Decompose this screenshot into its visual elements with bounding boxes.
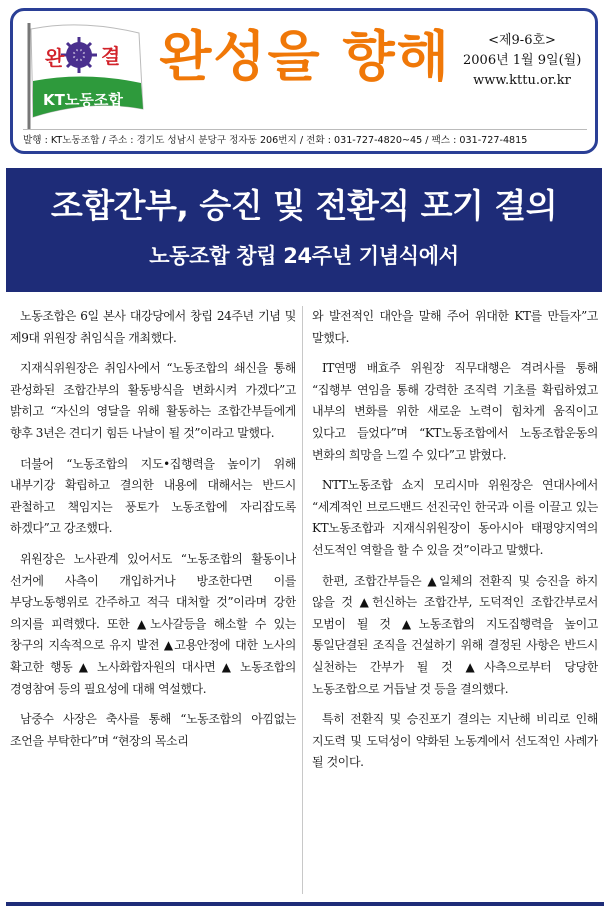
article-paragraph: 남중수 사장은 축사를 통해 “노동조합의 아낌없는 조언을 부탁한다”며 “현장의 목소리 xyxy=(10,712,296,748)
article-column-left xyxy=(10,306,296,900)
publisher-info: 발행 : KT노동조합 / 주소 : 경기도 성남시 분당구 정자동 206번지 / 전화 : 031-727-4820~45 / 팩스 : 031-727-4815 xyxy=(23,129,587,150)
flag-text-left: 완 xyxy=(45,46,65,70)
article-column-right xyxy=(312,306,598,900)
article-paragraph: IT연맹 배효주 위원장 직무대행은 격려사를 통해 “집행부 연임을 통해 강력한 조직력 기초를 확립하였고 내부의 변화를 위한 새로운 노력이 힘차게 움직이고 있다고 들었다”며 “KT노동조합에서 노동조합운동의 변화의 희망을 느낄 수 있다”고 밝혔다. xyxy=(312,361,598,462)
union-flag-logo xyxy=(21,19,149,131)
website-url: www.kttu.or.kr xyxy=(473,73,571,88)
article-paragraph: 지재식위원장은 취임사에서 “노동조합의 쇄신을 통해 관성화된 조합간부의 활동방식을 변화시켜 가겠다”고 밝히고 “자신의 영달을 위해 활동하는 조합간부들에게 향후 3년은 견디기 힘든 나날이 될 것”이라고 말했다. xyxy=(10,361,296,440)
issue-info xyxy=(463,31,581,91)
bottom-rule xyxy=(6,902,604,906)
subheadline: 노동조합 창립 24주년 기념식에서 xyxy=(149,244,459,268)
masthead xyxy=(10,8,598,154)
headline: 조합간부, 승진 및 전환직 포기 결의 xyxy=(50,186,558,225)
issue-number: <제9-6호> xyxy=(488,33,556,48)
headline-banner xyxy=(6,168,602,292)
issue-date: 2006년 1월 9일(월) xyxy=(463,53,582,68)
article-paragraph: 더불어 “노동조합의 지도•집행력을 높이기 위해 내부기강 확립하고 결의한 내용에 대해서는 반드시 관철하고 책임지는 풍토가 노동조합에 자리잡도록 하겠다”고 강조했다. xyxy=(10,456,296,536)
article-paragraph: 와 발전적인 대안을 말해 주어 위대한 KT를 만들자”고 말했다. xyxy=(312,309,598,345)
article-paragraph: 노동조합은 6일 본사 대강당에서 창립 24주년 기념 및 제9대 위원장 취임식을 개최했다. xyxy=(10,309,296,345)
article-paragraph: 한편, 조합간부들은 ▲일체의 전환직 및 승진을 하지 않을 것 ▲헌신하는 조합간부, 도덕적인 조합간부로서 모범이 될 것 ▲노동조합의 지도집행력을 높이고 통일단결된 조직을 건설하기 위해 결정된 사항은 반드시 실천하는 간부가 될 것 ▲사측으로부터 당당한 노동조합으로 거듭날 것 등을 결의했다. xyxy=(312,573,598,696)
flag-banner-text: KT노동조합 xyxy=(43,91,123,109)
article-paragraph: 위원장은 노사관계 있어서도 “노동조합의 활동이나 선거에 사측이 개입하거나 방조한다면 이를 부당노동행위로 간주하고 적극 대처할 것”이라며 강한 의지를 피력했다. 또한 ▲노사갈등을 해소할 수 있는 창구의 지속적으로 유지 발전 ▲고용안정에 대한 노사의 확고한 행동 ▲ 노사화합자원의 대사면 ▲ 노동조합의 경영참여 등의 필요성에 대해 역설했다. xyxy=(10,551,296,696)
newsletter-title: 완성을 향해 xyxy=(159,25,451,88)
article-paragraph: NTT노동조합 쇼지 모리시마 위원장은 연대사에서 “세계적인 브로드밴드 선진국인 한국과 이를 이끌고 있는 KT노동조합과 지재식위원장이 동아시아 태평양지역의 선도적인 역할을 할 수 있을 것”이라고 말했다. xyxy=(312,478,598,557)
column-divider xyxy=(302,306,303,894)
flag-text-right: 결 xyxy=(101,44,121,68)
article-paragraph: 특히 전환직 및 승진포기 결의는 지난해 비리로 인해 지도력 및 도덕성이 약화된 노동계에서 선도적인 사례가 될 것이다. xyxy=(312,712,598,770)
